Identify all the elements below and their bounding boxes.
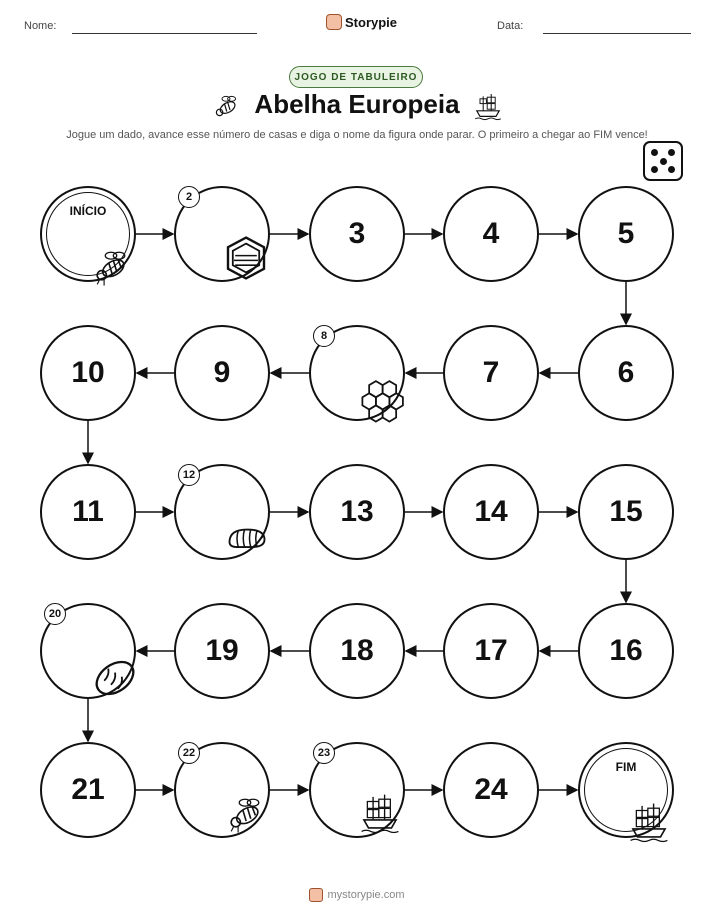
board-space-21	[40, 742, 136, 838]
board-space-24	[443, 742, 539, 838]
start-label: INÍCIO	[69, 204, 107, 218]
space-number: 19	[205, 634, 239, 667]
board-space-17	[443, 603, 539, 699]
space-number-badge: 2	[178, 186, 200, 208]
finish-label: FIM	[615, 760, 637, 774]
board-space-19	[174, 603, 270, 699]
space-number: 4	[482, 217, 500, 250]
brand-name: Storypie	[345, 14, 398, 30]
space-number: 18	[340, 634, 374, 667]
space-number: 17	[474, 634, 508, 667]
board-space-3	[309, 186, 405, 282]
footer-url[interactable]: mystorypie.com	[327, 889, 405, 901]
space-number: 21	[71, 773, 105, 806]
board-space-8	[309, 325, 405, 421]
space-number: 16	[609, 634, 643, 667]
instructions: Jogue um dado, avance esse número de casas e diga o nome da figura onde parar. O primeiro a chegar ao FIM vence!	[66, 129, 648, 141]
space-number-badge: 22	[178, 742, 200, 764]
space-number: 13	[340, 495, 374, 528]
board-space-13	[309, 464, 405, 560]
board-space-9	[174, 325, 270, 421]
board-space-23	[309, 742, 405, 838]
space-number-badge: 23	[313, 742, 335, 764]
board-space-10	[40, 325, 136, 421]
finish-space	[578, 742, 674, 838]
board-space-20	[40, 603, 136, 699]
board-space-14	[443, 464, 539, 560]
storypie-logo-icon	[309, 888, 323, 902]
board-space-16	[578, 603, 674, 699]
space-number: 15	[609, 495, 643, 528]
space-number-badge: 8	[313, 325, 335, 347]
name-label: Nome:	[24, 20, 57, 32]
board-space-15	[578, 464, 674, 560]
space-number: 11	[72, 495, 104, 528]
board-space-2	[174, 186, 270, 282]
board-space-11	[40, 464, 136, 560]
space-number: 9	[213, 356, 231, 389]
space-number: 5	[617, 217, 635, 250]
board-space-7	[443, 325, 539, 421]
space-number-badge: 12	[178, 464, 200, 486]
space-number-badge: 20	[44, 603, 66, 625]
space-number: 6	[617, 356, 635, 389]
space-number: 10	[71, 356, 105, 389]
board-space-22	[174, 742, 270, 838]
start-space	[40, 186, 136, 282]
page-title: Abelha Europeia	[254, 89, 460, 119]
board-space-18	[309, 603, 405, 699]
space-number: 7	[482, 356, 500, 389]
board-space-6	[578, 325, 674, 421]
board-space-4	[443, 186, 539, 282]
footer	[0, 888, 714, 902]
date-label: Data:	[497, 20, 524, 32]
space-number: 24	[474, 773, 508, 806]
board-space-5	[578, 186, 674, 282]
board-space-12	[174, 464, 270, 560]
space-number: 14	[474, 495, 508, 528]
game-badge: JOGO DE TABULEIRO	[289, 66, 423, 88]
space-number: 3	[348, 217, 366, 250]
